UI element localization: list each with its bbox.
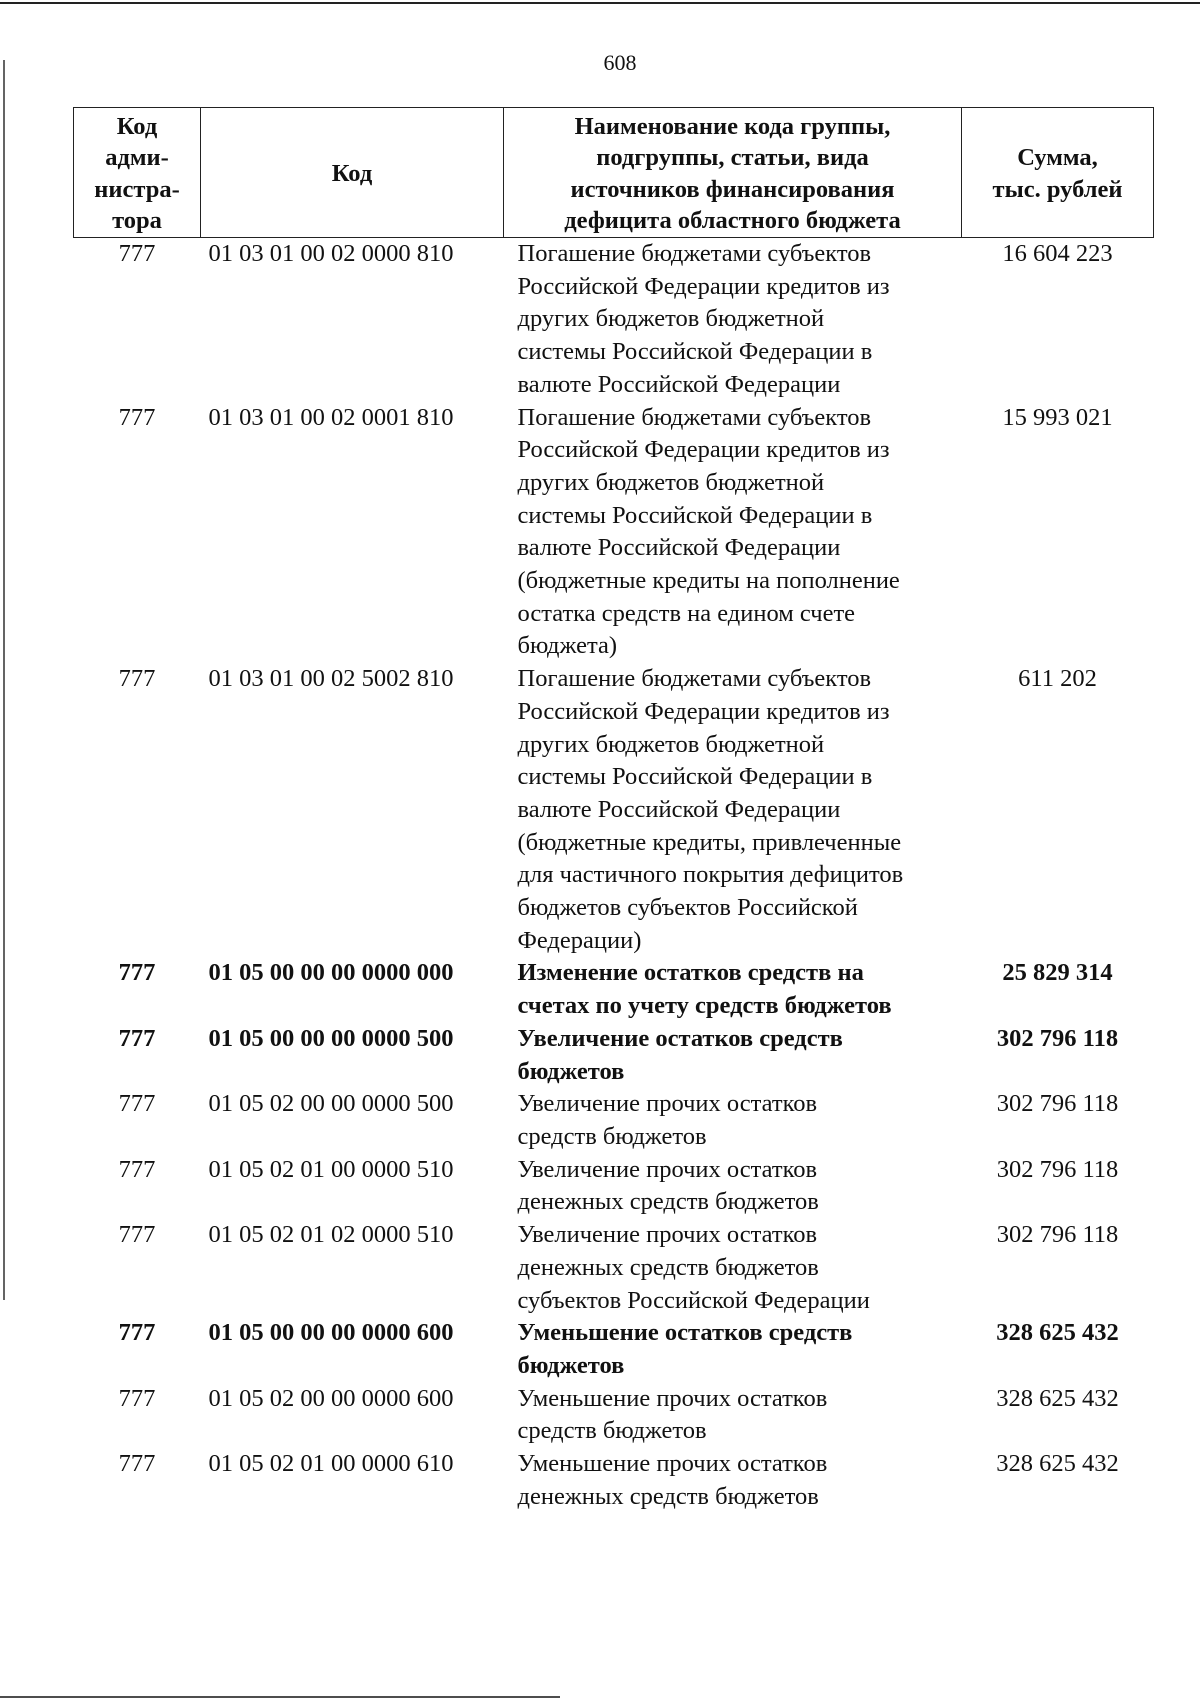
row-name: [504, 663, 962, 957]
row-budget-code: 01 05 02 01 00 0000 610: [208, 1450, 454, 1478]
row-budget-code: 01 05 00 00 00 0000 600: [208, 1319, 454, 1347]
row-name-line: денежных средств бюджетов: [517, 1188, 819, 1216]
row-name-line: Уменьшение прочих остатков: [517, 1450, 828, 1478]
row-sum: 302 796 118: [996, 1024, 1119, 1052]
row-name-line: денежных средств бюджетов: [517, 1482, 819, 1510]
row-sum: 328 625 432: [996, 1384, 1119, 1412]
row-name-line: других бюджетов бюджетной: [517, 305, 825, 333]
row-name-line: валюте Российской Федерации: [517, 534, 841, 562]
row-name-line: Увеличение прочих остатков: [517, 1221, 818, 1249]
row-name-line: Увеличение прочих остатков: [517, 1155, 818, 1183]
row-sum: 302 796 118: [996, 1090, 1119, 1118]
row-name-line: Уменьшение остатков средств: [517, 1319, 853, 1347]
table-row: [74, 1154, 1154, 1219]
row-name-line: системы Российской Федерации в: [517, 501, 873, 529]
row-admin-code: 777: [118, 403, 156, 431]
row-name-line: Изменение остатков средств на: [517, 959, 864, 987]
row-name-line: Российской Федерации кредитов из: [517, 697, 890, 725]
row-name-line: системы Российской Федерации в: [517, 338, 873, 366]
scan-top-edge: [0, 2, 1200, 4]
header-code: Код: [201, 108, 504, 238]
row-admin-code: 777: [118, 1090, 156, 1118]
row-sum: 25 829 314: [1002, 959, 1113, 987]
row-name-line: Увеличение прочих остатков: [517, 1090, 818, 1118]
row-admin-code: 777: [118, 1319, 156, 1347]
row-name-line: Уменьшение прочих остатков: [517, 1384, 828, 1412]
row-name: [504, 238, 962, 402]
row-name-line: других бюджетов бюджетной: [517, 730, 825, 758]
row-name-line: бюджетов: [517, 1057, 625, 1085]
row-name: [504, 1317, 962, 1382]
table-row: [74, 1219, 1154, 1317]
row-sum: 16 604 223: [1002, 240, 1113, 267]
table-row: [74, 957, 1154, 1022]
row-name-line: Российской Федерации кредитов из: [517, 272, 890, 300]
row-sum: 15 993 021: [1002, 403, 1113, 431]
row-budget-code: 01 03 01 00 02 0001 810: [208, 403, 454, 431]
row-sum: 328 625 432: [996, 1450, 1119, 1478]
row-name: [504, 1088, 962, 1153]
header-name: Наименование кода группы, подгруппы, статьи, вида источников финансирования дефицита областного бюджета: [504, 108, 962, 238]
row-budget-code: 01 05 00 00 00 0000 000: [208, 959, 454, 987]
row-name-line: бюджета): [517, 632, 618, 660]
row-name-line: Федерации): [517, 926, 642, 954]
table-row: [74, 1088, 1154, 1153]
row-admin-code: 777: [118, 1450, 156, 1478]
table-row: [74, 238, 1154, 402]
row-budget-code: 01 05 02 00 00 0000 500: [208, 1090, 454, 1118]
row-name-line: средств бюджетов: [517, 1122, 707, 1150]
row-budget-code: 01 05 02 01 00 0000 510: [208, 1155, 454, 1183]
row-admin-code: 777: [118, 1221, 156, 1249]
row-name-line: денежных средств бюджетов: [517, 1253, 819, 1281]
row-budget-code: 01 03 01 00 02 5002 810: [208, 665, 454, 693]
table-row: [74, 1023, 1154, 1088]
row-name-line: Увеличение остатков средств: [517, 1024, 843, 1052]
row-budget-code: 01 05 00 00 00 0000 500: [208, 1024, 454, 1052]
row-name-line: остатка средств на едином счете: [517, 599, 856, 627]
row-name: [504, 1448, 962, 1513]
row-name-line: валюте Российской Федерации: [517, 795, 841, 823]
row-name-line: для частичного покрытия дефицитов: [517, 861, 904, 889]
page-number: 608: [603, 50, 637, 75]
row-sum: 302 796 118: [996, 1221, 1119, 1249]
row-name-line: Российской Федерации кредитов из: [517, 436, 890, 464]
scan-bottom-edge: [0, 1696, 560, 1698]
row-name-line: Погашение бюджетами субъектов: [517, 403, 872, 431]
row-sum: 302 796 118: [996, 1155, 1119, 1183]
row-name-line: Погашение бюджетами субъектов: [517, 240, 872, 267]
row-admin-code: 777: [118, 1384, 156, 1412]
row-admin-code: 777: [118, 240, 156, 267]
row-name-line: (бюджетные кредиты на пополнение: [517, 567, 900, 595]
row-name: [504, 1219, 962, 1317]
table-row: [74, 1448, 1154, 1513]
table-header-row: [74, 108, 1154, 238]
table-row: [74, 1317, 1154, 1382]
row-admin-code: 777: [118, 1024, 156, 1052]
row-name-line: бюджетов: [517, 1351, 625, 1379]
table-row: [74, 402, 1154, 664]
row-name: [504, 957, 962, 1022]
row-name: [504, 1023, 962, 1088]
row-budget-code: 01 05 02 00 00 0000 600: [208, 1384, 454, 1412]
row-name: [504, 1383, 962, 1448]
row-name-line: Погашение бюджетами субъектов: [517, 665, 872, 693]
table-body: [74, 238, 1154, 1514]
row-name-line: бюджетов субъектов Российской: [517, 894, 858, 922]
row-name-line: субъектов Российской Федерации: [517, 1286, 870, 1314]
row-name-line: средств бюджетов: [517, 1417, 707, 1445]
table-row: [74, 663, 1154, 957]
row-budget-code: 01 03 01 00 02 0000 810: [208, 240, 454, 267]
table-row: [74, 1383, 1154, 1448]
row-admin-code: 777: [118, 959, 156, 987]
row-name-line: (бюджетные кредиты, привлеченные: [517, 828, 902, 856]
row-budget-code: 01 05 02 01 02 0000 510: [208, 1221, 454, 1249]
row-name-line: других бюджетов бюджетной: [517, 468, 825, 496]
scan-left-edge: [3, 60, 5, 1300]
row-name-line: системы Российской Федерации в: [517, 763, 873, 791]
row-name: [504, 1154, 962, 1219]
row-sum: 611 202: [1018, 665, 1097, 693]
row-name-line: валюте Российской Федерации: [517, 370, 841, 398]
budget-sources-table: [73, 107, 1154, 1513]
header-sum: Сумма, тыс. рублей: [962, 108, 1154, 238]
row-admin-code: 777: [118, 665, 156, 693]
row-sum: 328 625 432: [996, 1319, 1119, 1347]
header-admin-code: Код адми- нистра- тора: [74, 108, 201, 238]
row-name-line: счетах по учету средств бюджетов: [517, 992, 892, 1020]
row-admin-code: 777: [118, 1155, 156, 1183]
row-name: [504, 402, 962, 664]
